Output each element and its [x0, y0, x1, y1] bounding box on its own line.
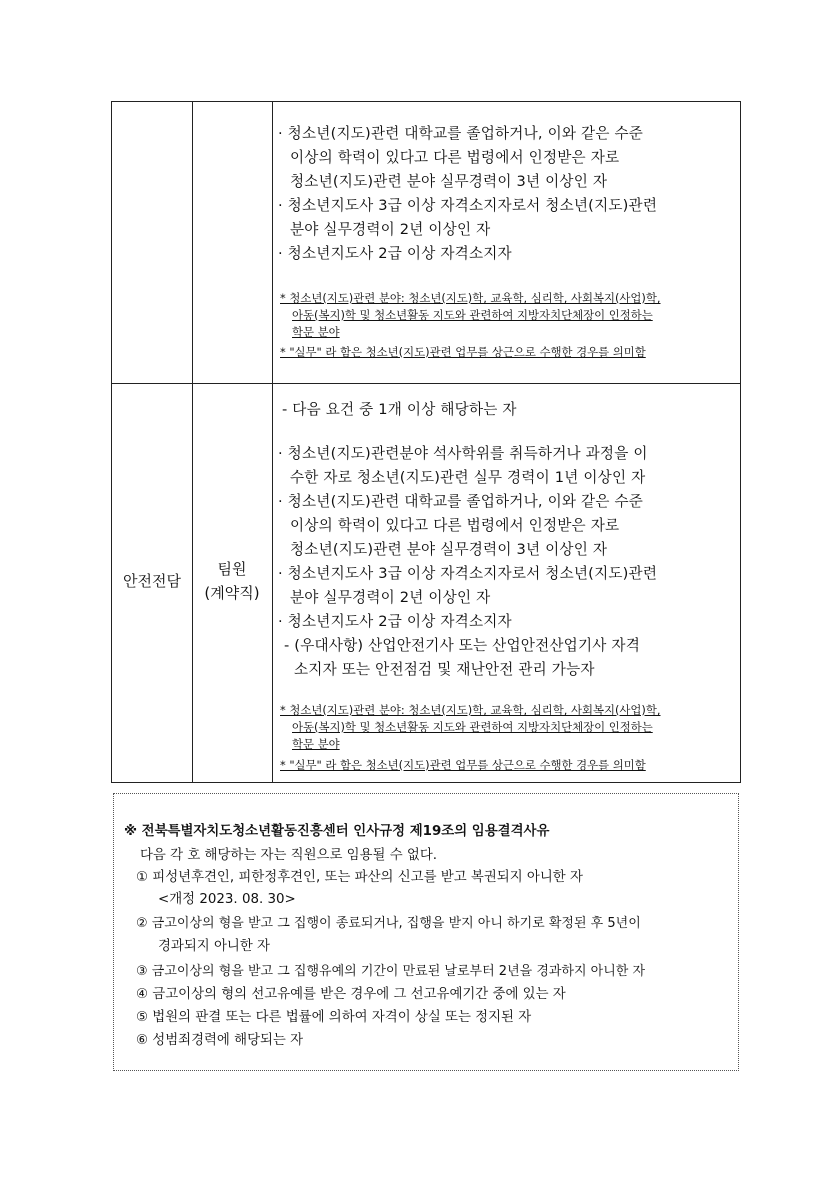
requirement-line: 이상의 학력이 있다고 다른 법령에서 인정받은 자로 [290, 517, 620, 534]
footnote-line: 학문 분야 [292, 737, 340, 751]
qualification-table [111, 101, 741, 783]
requirement-line: · 청소년(지도)관련 대학교를 졸업하거나, 이와 같은 수준 [278, 493, 644, 510]
footnote-line: * "실무" 라 함은 청소년(지도)관련 업무를 상근으로 수행한 경우를 의미함 [280, 345, 646, 359]
disqualification-item: ② 금고이상의 형을 받고 그 집행이 종료되거나, 집행을 받지 아니 하기로 확정된 후 5년이 [136, 916, 641, 931]
requirement-line: · 청소년(지도)관련분야 석사학위를 취득하거나 과정을 이 [278, 445, 648, 462]
requirement-line: 청소년(지도)관련 분야 실무경력이 3년 이상인 자 [290, 541, 608, 558]
requirement-line: · 청소년지도사 2급 이상 자격소지자 [278, 613, 512, 630]
disqualification-item: ③ 금고이상의 형을 받고 그 집행유예의 기간이 만료된 날로부터 2년을 경과하지 아니한 자 [136, 964, 646, 979]
requirement-line: · 청소년지도사 3급 이상 자격소지자로서 청소년(지도)관련 [278, 197, 658, 214]
requirement-line: 이상의 학력이 있다고 다른 법령에서 인정받은 자로 [290, 149, 620, 166]
requirement-line: · 청소년지도사 2급 이상 자격소지자 [278, 245, 512, 262]
disqualification-intro: 다음 각 호 해당하는 자는 직원으로 임용될 수 없다. [140, 848, 438, 863]
requirement-line: 수한 자로 청소년(지도)관련 실무 경력이 1년 이상인 자 [290, 469, 646, 486]
category-cell: 안전전담 [123, 572, 181, 590]
footnote-line: 학문 분야 [292, 325, 340, 339]
position-cell-title: 팀원 [217, 560, 247, 578]
row-divider [112, 383, 740, 384]
disqualification-item: ① 피성년후견인, 피한정후견인, 또는 파산의 신고를 받고 복권되지 아니한 자 [136, 870, 583, 885]
requirement-line: 분야 실무경력이 2년 이상인 자 [290, 221, 491, 238]
column-divider [192, 102, 193, 782]
footnote-line: 아동(복지)학 및 청소년활동 지도와 관련하여 지방자치단체장이 인정하는 [292, 720, 653, 734]
disqualification-item: <개정 2023. 08. 30> [158, 892, 296, 907]
requirement-line: 소지자 또는 안전점검 및 재난안전 관리 가능자 [294, 661, 595, 678]
disqualification-item: ⑤ 법원의 판결 또는 다른 법률에 의하여 자격이 상실 또는 정지된 자 [136, 1010, 532, 1025]
disqualification-item: ④ 금고이상의 형의 선고유예를 받은 경우에 그 선고유예기간 중에 있는 자 [136, 987, 566, 1002]
requirement-line: 청소년(지도)관련 분야 실무경력이 3년 이상인 자 [290, 173, 608, 190]
disqualification-box [113, 793, 739, 1071]
disqualification-item: ⑥ 성범죄경력에 해당되는 자 [136, 1033, 304, 1048]
disqualification-item: 경과되지 아니한 자 [158, 939, 270, 954]
requirement-line: · 청소년지도사 3급 이상 자격소지자로서 청소년(지도)관련 [278, 565, 658, 582]
requirement-line: - 다음 요건 중 1개 이상 해당하는 자 [282, 401, 517, 418]
footnote-line: * 청소년(지도)관련 분야: 청소년(지도)학, 교육학, 심리학, 사회복지(사업)학, [280, 291, 661, 305]
footnote-line: * "실무" 라 함은 청소년(지도)관련 업무를 상근으로 수행한 경우를 의미함 [280, 758, 646, 772]
column-divider [272, 102, 273, 782]
requirement-line: 분야 실무경력이 2년 이상인 자 [290, 589, 491, 606]
disqualification-title: ※ 전북특별자치도청소년활동진흥센터 인사규정 제19조의 임용결격사유 [124, 824, 550, 839]
requirement-line: - (우대사항) 산업안전기사 또는 산업안전산업기사 자격 [284, 637, 640, 654]
requirement-line: · 청소년(지도)관련 대학교를 졸업하거나, 이와 같은 수준 [278, 125, 644, 142]
position-cell-type: (계약직) [204, 584, 260, 602]
footnote-line: * 청소년(지도)관련 분야: 청소년(지도)학, 교육학, 심리학, 사회복지(사업)학, [280, 703, 661, 717]
footnote-line: 아동(복지)학 및 청소년활동 지도와 관련하여 지방자치단체장이 인정하는 [292, 308, 653, 322]
